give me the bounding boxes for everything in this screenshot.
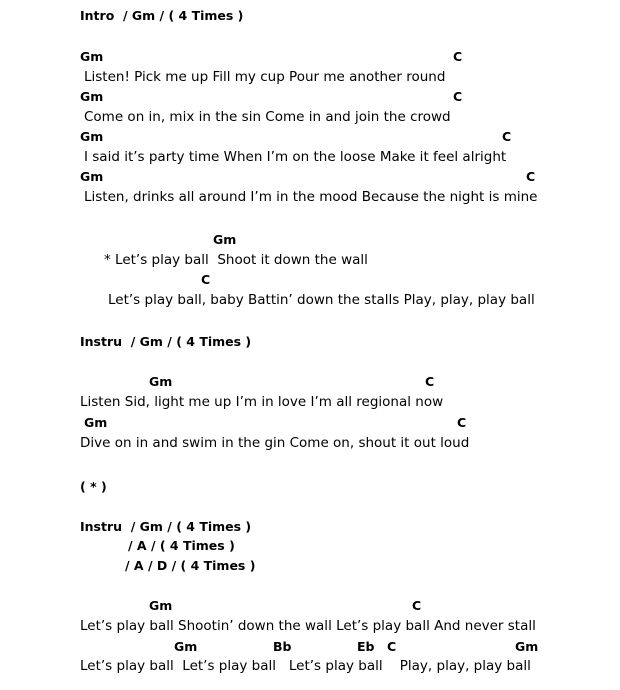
lyric-line: Listen, drinks all around I’m in the mood Because the night is mine [84,189,538,205]
lyric-line: Listen Sid, light me up I’m in love I’m all regional now [80,394,444,410]
chord: C [412,598,422,613]
chord: C [201,272,211,287]
chord: Gm [515,639,539,654]
instrumental-line: / A / ( 4 Times ) [128,538,235,553]
chord: C [453,89,463,104]
chord: C [457,415,467,430]
chord: C [453,49,463,64]
chord: Gm [80,89,104,104]
chord: C [526,169,536,184]
chord: C [387,639,397,654]
lyric-line: Let’s play ball Let’s play ball Let’s play ball Play, play, play ball [80,658,531,674]
chorus-line: * Let’s play ball Shoot it down the wall [104,252,368,268]
chord: Gm [80,169,104,184]
instrumental-heading: Instru / Gm / ( 4 Times ) [80,334,252,349]
chord: Bb [273,639,292,654]
lyric-line: Come on in, mix in the sin Come in and join the crowd [84,109,451,125]
chord: Gm [80,129,104,144]
chorus-line: Let’s play ball, baby Battin’ down the stalls Play, play, play ball [108,292,535,308]
chord: Gm [84,415,108,430]
chord: C [502,129,512,144]
chord: Gm [149,598,173,613]
chord: Eb [357,639,375,654]
chord: Gm [213,232,237,247]
lyric-line: Let’s play ball Shootin’ down the wall Let’s play ball And never stall [80,618,536,634]
chord: Gm [80,49,104,64]
lyric-line: Dive on in and swim in the gin Come on, shout it out loud [80,435,470,451]
lyric-line: Listen! Pick me up Fill my cup Pour me another round [84,69,446,85]
instrumental-heading: Instru / Gm / ( 4 Times ) [80,519,252,534]
lyric-line: I said it’s party time When I’m on the loose Make it feel alright [84,149,507,165]
intro-heading: Intro / Gm / ( 4 Times ) [80,8,244,23]
instrumental-line: / A / D / ( 4 Times ) [125,558,256,573]
chord: Gm [174,639,198,654]
chord: C [425,374,435,389]
chord: Gm [149,374,173,389]
chorus-reference: ( * ) [80,479,107,494]
